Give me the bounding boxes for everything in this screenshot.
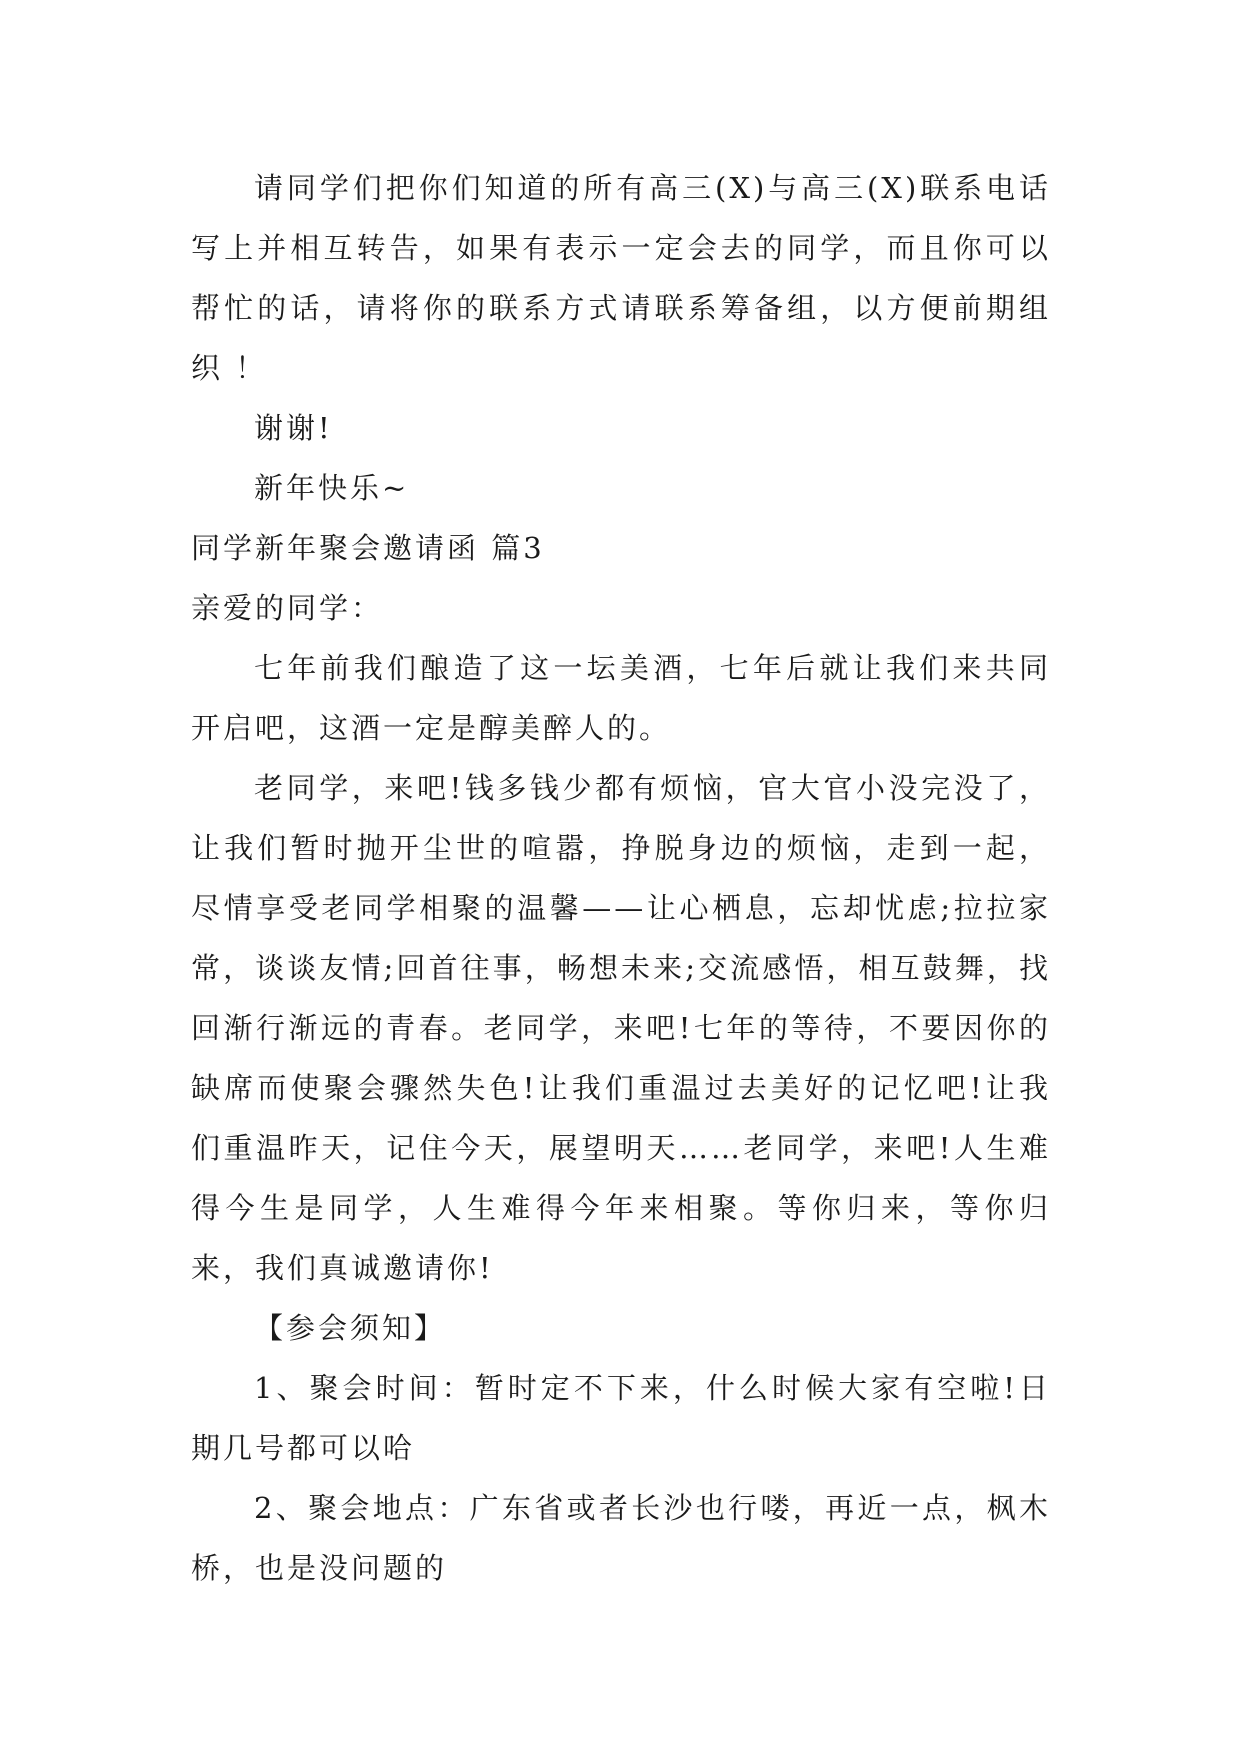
document-body [191, 158, 1051, 1598]
notice-item-location: 2、聚会地点：广东省或者长沙也行喽，再近一点，枫木桥，也是没问题的 [191, 1491, 1051, 1585]
paragraph-intro: 七年前我们酿造了这一坛美酒，七年后就让我们来共同开启吧，这酒一定是醇美醉人的。 [191, 651, 1051, 745]
salutation: 亲爱的同学： [191, 591, 384, 625]
section-heading: 同学新年聚会邀请函 篇3 [191, 531, 545, 565]
notice-heading: 【参会须知】 [254, 1311, 447, 1345]
paragraph-thanks: 谢谢! [254, 411, 333, 445]
paragraph-invitation-body: 老同学，来吧!钱多钱少都有烦恼，官大官小没完没了，让我们暂时抛开尘世的喧嚣，挣脱身边的烦恼，走到一起，尽情享受老同学相聚的温馨——让心栖息，忘却忧虑;拉拉家常，谈谈友情;回首往事，畅想未来;交流感悟，相互鼓舞，找回渐行渐远的青春。老同学，来吧!七年的等待，不要因你的缺席而使聚会骤然失色!让我们重温过去美好的记忆吧!让我们重温昨天，记住今天，展望明天……老同学，来吧!人生难得今生是同学，人生难得今年来相聚。等你归来，等你归来，我们真诚邀请你! [191, 771, 1051, 1285]
notice-item-time: 1、聚会时间：暂时定不下来，什么时候大家有空啦!日期几号都可以哈 [191, 1371, 1051, 1465]
paragraph-new-year-greeting: 新年快乐~ [254, 471, 410, 505]
paragraph-contact-request: 请同学们把你们知道的所有高三(X)与高三(X)联系电话写上并相互转告，如果有表示一定会去的同学，而且你可以帮忙的话，请将你的联系方式请联系筹备组，以方便前期组织 ！ [191, 171, 1051, 385]
